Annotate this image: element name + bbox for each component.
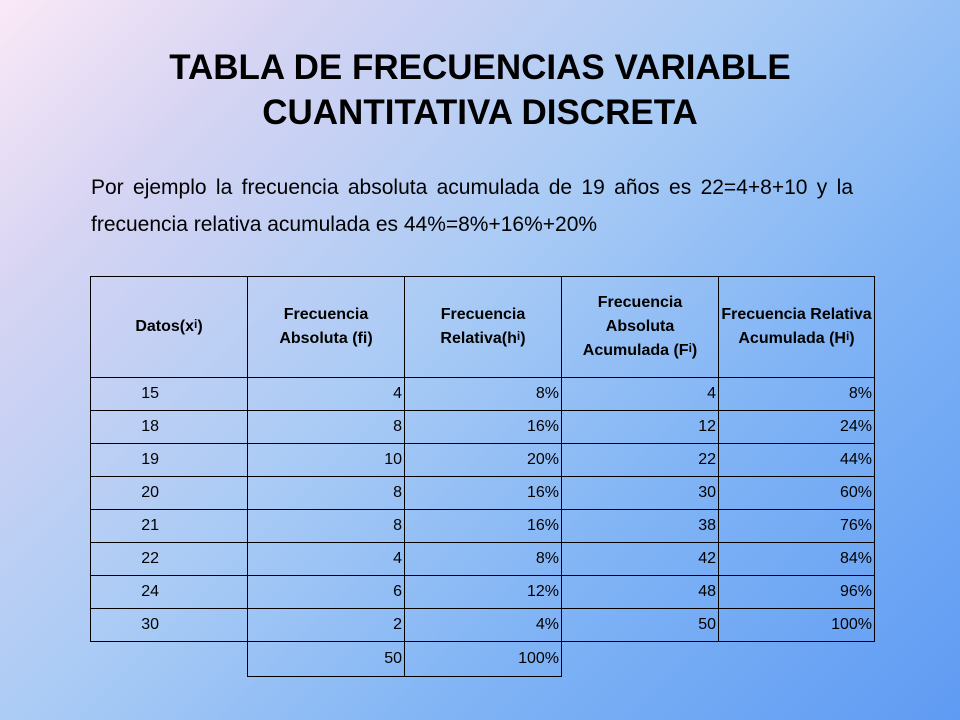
table-cell: 12% bbox=[405, 576, 562, 609]
table-cell: 19 bbox=[91, 444, 248, 477]
column-header-label: Frecuencia Absoluta (fi bbox=[279, 306, 369, 347]
column-header-subscript: i bbox=[688, 341, 692, 355]
table-cell: 84% bbox=[719, 543, 875, 576]
page-title bbox=[80, 45, 880, 135]
table-cell: 8% bbox=[719, 378, 875, 411]
table-cell: 12 bbox=[562, 411, 719, 444]
table-row bbox=[91, 510, 875, 543]
table-cell: 15 bbox=[91, 378, 248, 411]
table-cell: 8 bbox=[248, 510, 405, 543]
table-cell: 96% bbox=[719, 576, 875, 609]
column-header-label: Datos(x bbox=[135, 318, 194, 335]
column-header-close: ) bbox=[520, 330, 526, 347]
table-cell: 22 bbox=[562, 444, 719, 477]
table-row bbox=[91, 543, 875, 576]
column-header-label: Frecuencia Relativa Acumulada (H bbox=[721, 306, 872, 347]
column-header-1 bbox=[248, 277, 405, 378]
column-header-subscript: i bbox=[194, 317, 198, 331]
table-cell: 16% bbox=[405, 411, 562, 444]
column-header-3 bbox=[562, 277, 719, 378]
table-cell: 4 bbox=[562, 378, 719, 411]
column-header-2 bbox=[405, 277, 562, 378]
totals-empty-cell bbox=[91, 642, 248, 677]
table-cell: 4 bbox=[248, 378, 405, 411]
totals-empty-cell bbox=[719, 642, 875, 677]
table-cell: 4% bbox=[405, 609, 562, 642]
table-cell: 22 bbox=[91, 543, 248, 576]
table-cell: 8% bbox=[405, 378, 562, 411]
title-line-1: TABLA DE FRECUENCIAS VARIABLE bbox=[169, 48, 791, 87]
column-header-label: Frecuencia Absoluta Acumulada (F bbox=[582, 294, 689, 359]
table-cell: 2 bbox=[248, 609, 405, 642]
column-header-label: Frecuencia Relativa(h bbox=[440, 306, 526, 347]
table-cell: 21 bbox=[91, 510, 248, 543]
frequency-table bbox=[90, 276, 875, 677]
table-row bbox=[91, 444, 875, 477]
table-cell: 8 bbox=[248, 411, 405, 444]
table-row bbox=[91, 378, 875, 411]
table-cell: 100% bbox=[719, 609, 875, 642]
column-header-4 bbox=[719, 277, 875, 378]
table-cell: 76% bbox=[719, 510, 875, 543]
table-cell: 24 bbox=[91, 576, 248, 609]
table-header-row bbox=[91, 277, 875, 378]
title-line-2: CUANTITATIVA DISCRETA bbox=[262, 93, 698, 132]
column-header-subscript: i bbox=[845, 329, 850, 343]
table-cell: 8 bbox=[248, 477, 405, 510]
table-row bbox=[91, 609, 875, 642]
totals-empty-cell bbox=[562, 642, 719, 677]
intro-paragraph: Por ejemplo la frecuencia absoluta acumulada de 19 años es 22=4+8+10 y la frecuencia relativa acumulada es 44%=8%+16%+20% bbox=[91, 176, 853, 236]
table-row bbox=[91, 477, 875, 510]
table-cell: 10 bbox=[248, 444, 405, 477]
table-cell: 18 bbox=[91, 411, 248, 444]
column-header-close: ) bbox=[691, 342, 698, 359]
table-cell: 30 bbox=[562, 477, 719, 510]
totals-row bbox=[91, 642, 875, 677]
table-cell: 50 bbox=[562, 609, 719, 642]
table-cell: 16% bbox=[405, 510, 562, 543]
total-relative-cell: 100% bbox=[405, 642, 562, 677]
column-header-close: ) bbox=[849, 330, 855, 347]
table-cell: 44% bbox=[719, 444, 875, 477]
table-cell: 60% bbox=[719, 477, 875, 510]
table-cell: 30 bbox=[91, 609, 248, 642]
table-cell: 24% bbox=[719, 411, 875, 444]
table-cell: 20% bbox=[405, 444, 562, 477]
column-header-close: ) bbox=[367, 330, 373, 347]
table-cell: 42 bbox=[562, 543, 719, 576]
column-header-0 bbox=[91, 277, 248, 378]
column-header-subscript: i bbox=[516, 329, 521, 343]
table-cell: 6 bbox=[248, 576, 405, 609]
table-cell: 38 bbox=[562, 510, 719, 543]
table-row bbox=[91, 576, 875, 609]
table-row bbox=[91, 411, 875, 444]
table-cell: 48 bbox=[562, 576, 719, 609]
total-absolute-cell: 50 bbox=[248, 642, 405, 677]
table-cell: 16% bbox=[405, 477, 562, 510]
table-cell: 20 bbox=[91, 477, 248, 510]
table-cell: 4 bbox=[248, 543, 405, 576]
table-cell: 8% bbox=[405, 543, 562, 576]
column-header-close: ) bbox=[197, 318, 203, 335]
